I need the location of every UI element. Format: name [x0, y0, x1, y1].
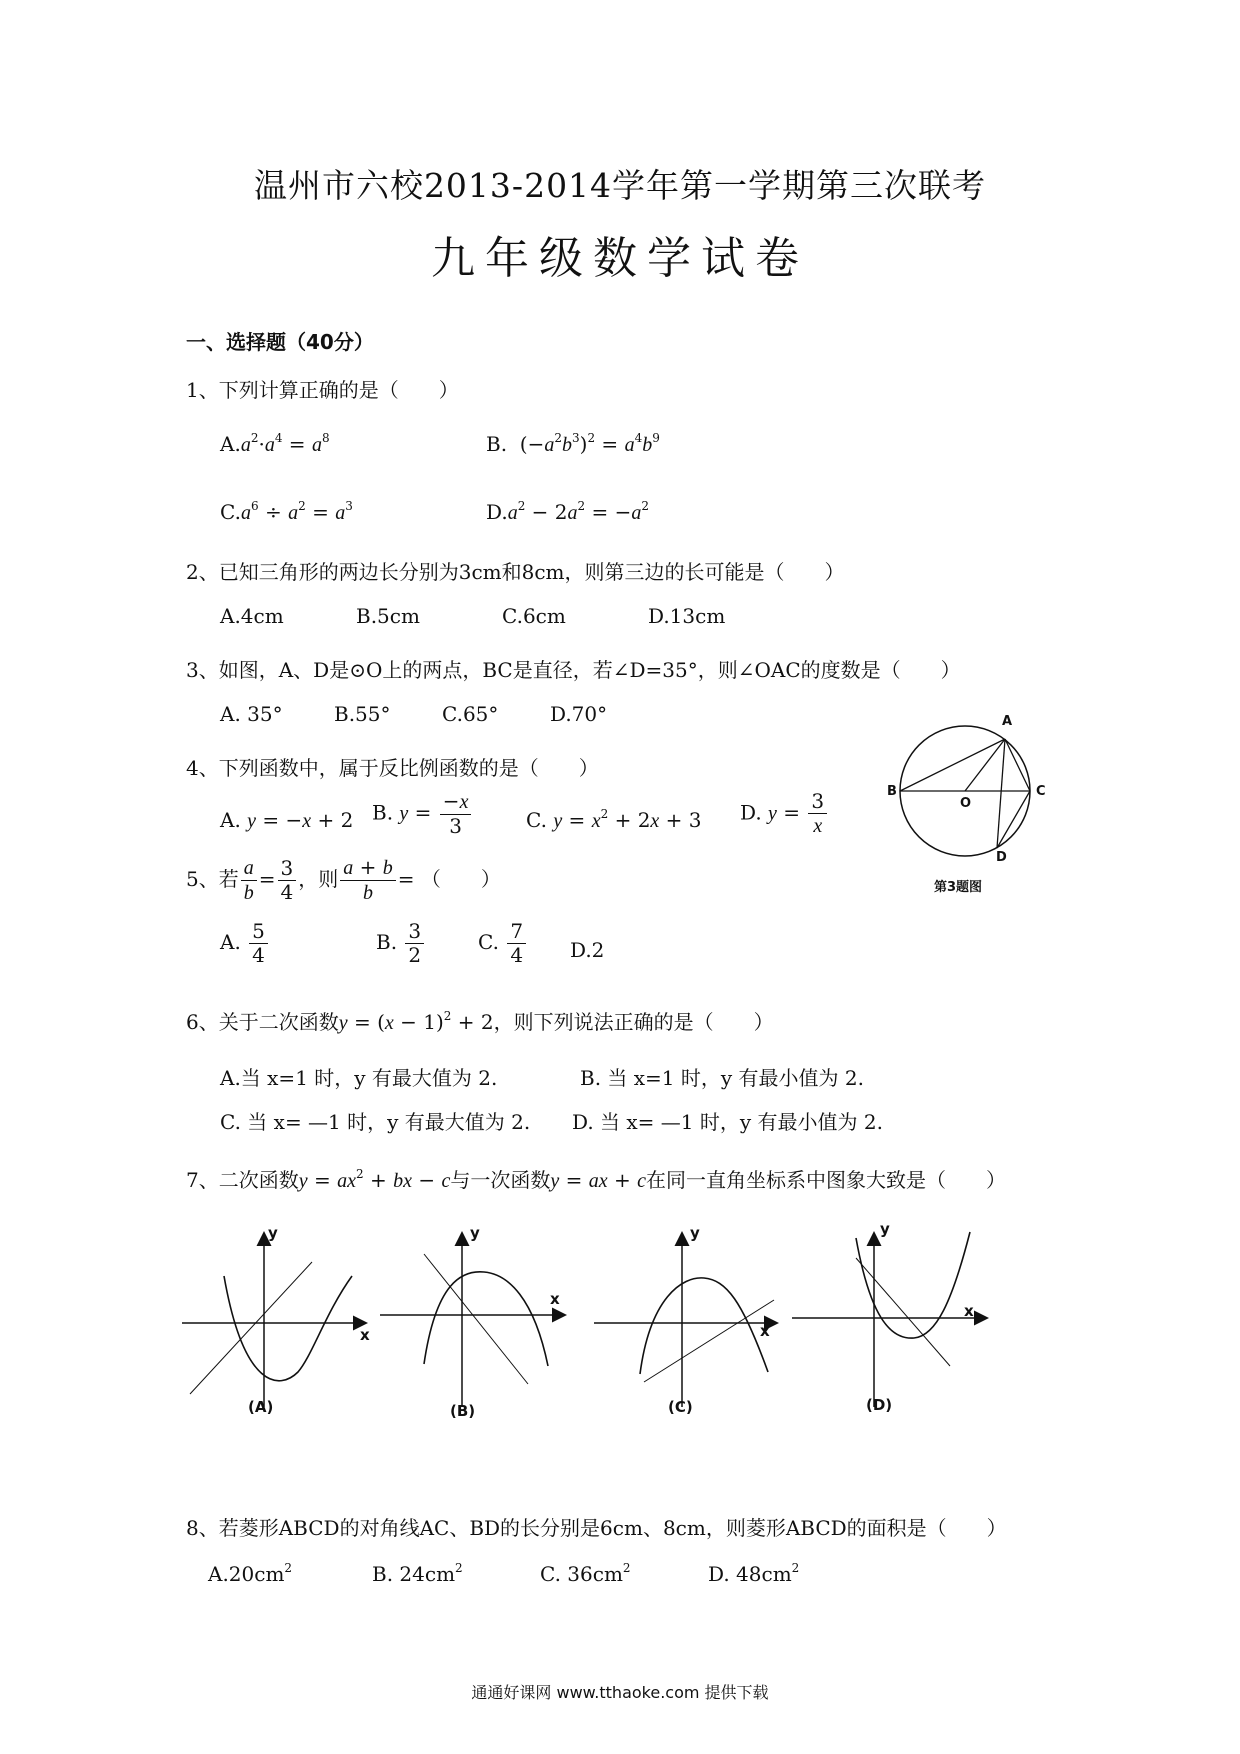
question-2-stem: 2、已知三角形的两边长分别为3cm和8cm，则第三边的长可能是（ ） — [186, 560, 845, 584]
graph-c-parabola — [640, 1278, 768, 1374]
question-8-option-b — [372, 1562, 463, 1586]
question-1-option-a: $A.a^2\cdot a^4 = a^8$ — [220, 431, 330, 456]
question-3-stem: 3、如图，A、D是⊙O上的两点，BC是直径，若∠D=35°，则∠OAC的度数是（ ） — [186, 658, 961, 682]
question-8-option-d-unit-power: 2 — [791, 1561, 800, 1575]
question-7-mid2: 在同一直角坐标系中图象大致是（ ） — [646, 1168, 1007, 1192]
question-2-option-d: D.13cm — [648, 604, 726, 628]
graph-c-x-label: x — [760, 1322, 770, 1340]
question-8-option-a — [208, 1562, 292, 1586]
question-8-option-c-unit-power: 2 — [622, 1561, 631, 1575]
point-label-b: B — [887, 784, 897, 799]
graph-d-x-label: x — [964, 1302, 974, 1320]
graph-c-line — [644, 1300, 774, 1382]
section-heading: 一、选择题（40分） — [186, 330, 374, 354]
chord-dc — [997, 791, 1030, 848]
point-label-a: A — [1002, 714, 1013, 729]
question-7-mid1: 与一次函数 — [450, 1168, 551, 1192]
graph-d-y-label: y — [880, 1220, 890, 1238]
graph-d — [790, 1222, 990, 1412]
point-label-c: C — [1036, 784, 1046, 799]
question-8-option-b-text: B. 24cm — [372, 1562, 456, 1586]
question-4-stem: 4、下列函数中，属于反比例函数的是（ ） — [186, 756, 599, 780]
exam-title-line1: 温州市六校2013-2014学年第一学期第三次联考 — [253, 166, 987, 205]
question-5-option-d: D.2 — [570, 938, 605, 962]
question-4-option-d: D. y = $\frac{3}{x}$ — [740, 790, 829, 838]
graph-b — [378, 1222, 568, 1412]
question-3-option-d: D.70° — [550, 702, 608, 726]
question-7-prefix: 7、二次函数 — [186, 1168, 299, 1192]
graph-a-x-label: x — [360, 1326, 370, 1344]
graph-a-label: (A) — [248, 1398, 274, 1416]
question-8-option-c — [540, 1562, 631, 1586]
footer-text: 通通好课网 www.tthaoke.com 提供下载 — [471, 1683, 769, 1702]
question-1-stem: 1、下列计算正确的是（ ） — [186, 378, 459, 402]
graph-a-line — [190, 1262, 312, 1394]
question-5-stem: 5、若 $\frac{a}{b}$ = $\frac{3}{4}$ ，则 $\frac{a + b}{b}$ = （ ） — [186, 855, 501, 904]
question-1-option-c: $C.a^6 \div a^2 = a^3$ — [220, 499, 353, 524]
graph-c — [592, 1222, 782, 1412]
question-3-option-c: C.65° — [442, 702, 499, 726]
question-8-option-a-text: A.20cm — [208, 1562, 285, 1586]
graph-a — [180, 1222, 380, 1412]
question-6-option-a: A.当 x=1 时，y 有最大值为 2. — [220, 1066, 498, 1090]
graph-b-parabola — [424, 1272, 548, 1366]
question-1-option-d: $D.a^2 - 2a^2 = -a^2$ — [486, 499, 650, 524]
graph-d-label: (D) — [866, 1396, 893, 1414]
chord-ac — [1005, 739, 1030, 791]
graph-a-y-label: y — [268, 1224, 278, 1242]
question-5-mid: ，则 — [298, 867, 339, 891]
question-4-option-c: C. $y = x^2 + 2x + 3$ — [526, 807, 702, 832]
question-5-option-a: A. $\frac{5}{4}$ — [220, 920, 270, 967]
graph-b-x-label: x — [550, 1290, 560, 1308]
question-3-option-b: B.55° — [334, 702, 391, 726]
graph-b-y-label: y — [470, 1224, 480, 1242]
question-6-option-d: D. 当 x= —1 时，y 有最小值为 2. — [572, 1110, 883, 1134]
question-8-option-d — [708, 1562, 799, 1586]
question-4-option-a: A. y = −x + 2 — [220, 808, 354, 832]
question-7-stem: 7、二次函数$y = ax^2$ + bx − c与一次函数y = ax + c在同一直角坐标系中图象大致是（ ） — [186, 1167, 1007, 1192]
question-5-option-b: B. $\frac{3}{2}$ — [376, 920, 426, 967]
chord-ad — [997, 739, 1005, 848]
question-2-option-a: A.4cm — [220, 604, 284, 628]
graph-c-label: (C) — [668, 1398, 693, 1416]
question-3-option-a: A. 35° — [220, 702, 283, 726]
graph-b-label: (B) — [450, 1402, 476, 1420]
question-5-prefix: 5、若 — [186, 867, 239, 891]
graph-d-parabola — [856, 1232, 970, 1338]
question-2-option-c: C.6cm — [502, 604, 566, 628]
graph-b-line — [424, 1254, 528, 1384]
question-8-option-c-text: C. 36cm — [540, 1562, 623, 1586]
question-2-option-b: B.5cm — [356, 604, 420, 628]
question-1-option-b: B. $(-a^2b^3)^2 = a^4b^9$ — [486, 431, 660, 456]
question-5-suffix: （ ） — [420, 867, 501, 891]
question-6-stem: 6、关于二次函数$y = (x - 1)^2 + 2$，则下列说法正确的是（ ） — [186, 1009, 774, 1034]
question-6-option-b: B. 当 x=1 时，y 有最小值为 2. — [580, 1066, 864, 1090]
chord-ba — [900, 739, 1005, 791]
exam-title-line2: 九年级数学试卷 — [431, 233, 809, 284]
graph-d-line — [856, 1258, 950, 1366]
question-8-stem: 8、若菱形ABCD的对角线AC、BD的长分别是6cm、8cm，则菱形ABCD的面积是（ ） — [186, 1516, 1007, 1540]
question-6-suffix: ，则下列说法正确的是（ ） — [493, 1010, 774, 1034]
question-6-prefix: 6、关于二次函数 — [186, 1010, 339, 1034]
graph-a-parabola — [224, 1276, 352, 1381]
question-8-option-b-unit-power: 2 — [455, 1561, 463, 1575]
question-4-option-b: B. y = $\frac{-x}{3}$ — [372, 790, 473, 838]
question-6-option-c: C. 当 x= —1 时，y 有最大值为 2. — [220, 1110, 531, 1134]
graph-c-y-label: y — [690, 1224, 700, 1242]
point-label-o: O — [960, 796, 972, 811]
figure-caption: 第3题图 — [934, 880, 983, 895]
point-label-d: D — [996, 850, 1007, 865]
question-8-option-d-text: D. 48cm — [708, 1562, 792, 1586]
question-8-option-a-unit-power: 2 — [284, 1561, 293, 1575]
radius-oa — [965, 739, 1005, 791]
question-5-option-c: C. $\frac{7}{4}$ — [478, 920, 528, 967]
